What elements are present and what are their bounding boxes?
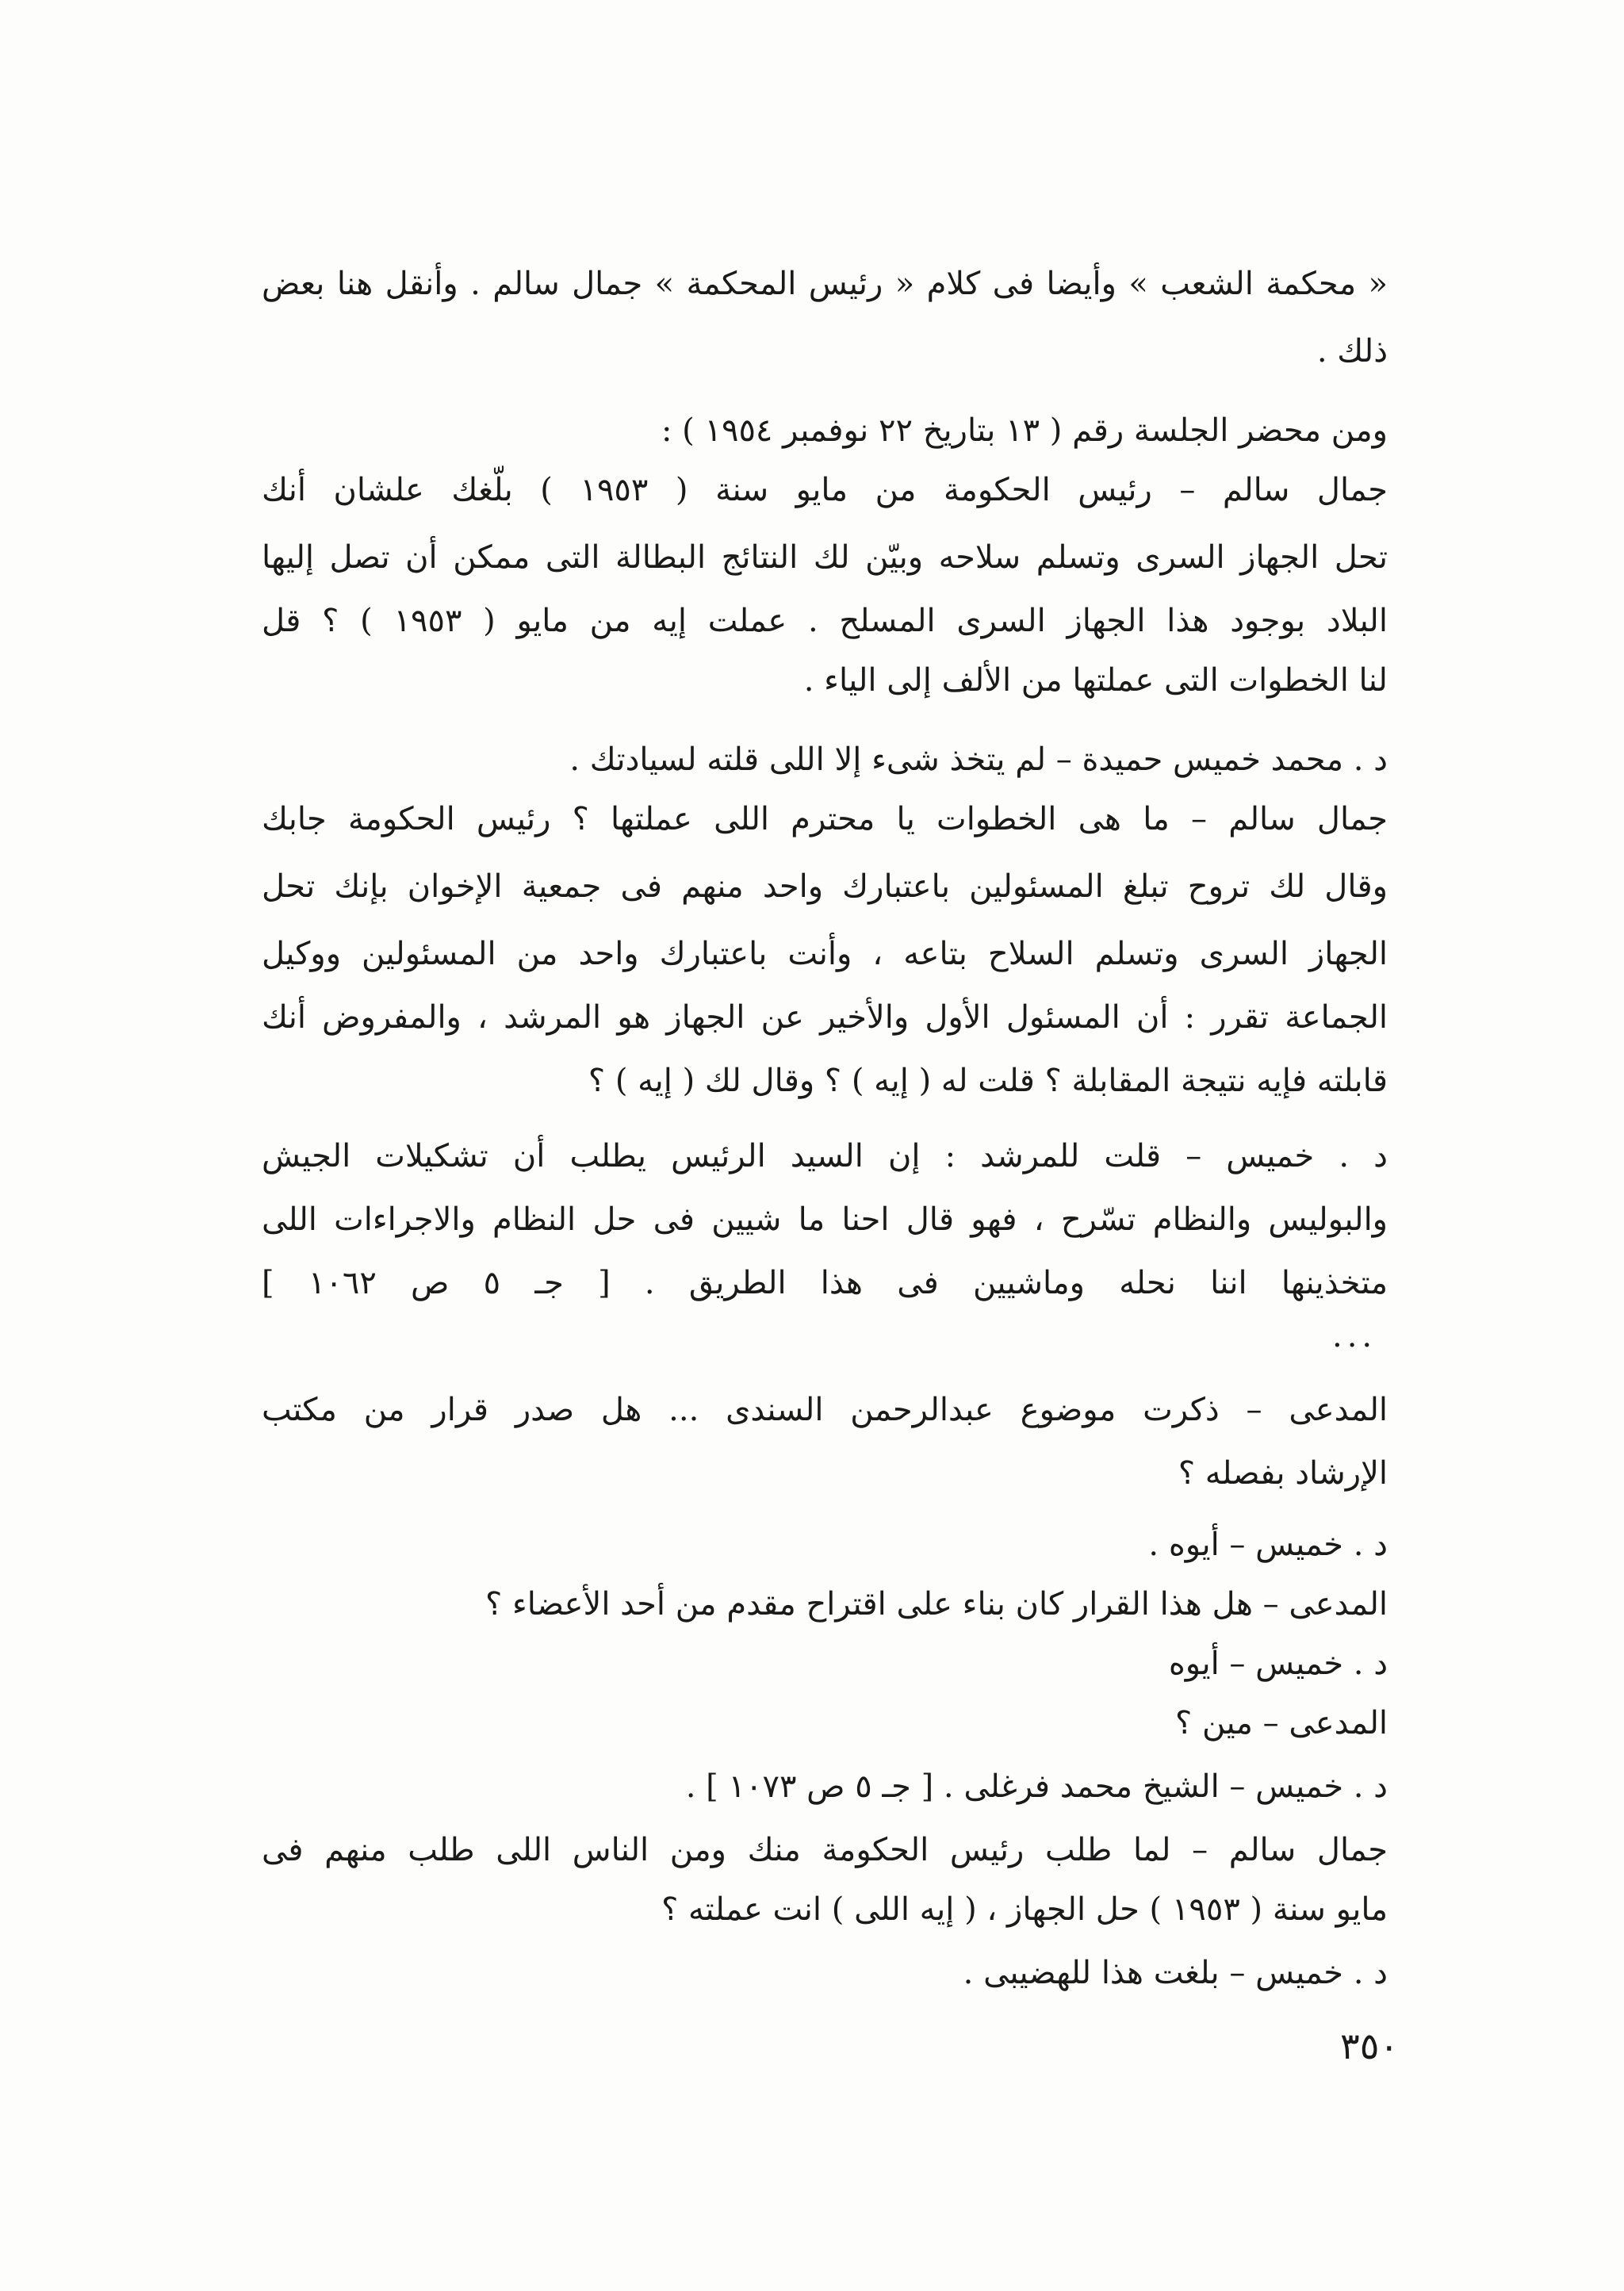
text-line: د . خميس – أيوه .: [1148, 1527, 1388, 1563]
ellipsis-mark: ...: [1332, 1318, 1377, 1354]
text-line: المدعى – هل هذا القرار كان بناء على اقتراح مقدم من أحد الأعضاء ؟: [485, 1586, 1388, 1622]
text-line: تحل الجهاز السرى وتسلم سلاحه وبيّن لك النتائج البطالة التى ممكن أن تصل إليها: [262, 539, 1388, 576]
text-line: « محكمة الشعب » وأيضا فى كلام « رئيس المحكمة » جمال سالم . وأنقل هنا بعض: [262, 266, 1388, 302]
text-line: المدعى – ذكرت موضوع عبدالرحمن السندى ... هل صدر قرار من مكتب: [262, 1392, 1388, 1428]
text-line: البلاد بوجود هذا الجهاز السرى المسلح . عملت إيه من مايو ( ١٩٥٣ ) ؟ قل: [262, 603, 1388, 639]
text-line: الجماعة تقرر : أن المسئول الأول والأخير عن الجهاز هو المرشد ، والمفروض أنك: [262, 999, 1388, 1036]
text-line: الجهاز السرى وتسلم السلاح بتاعه ، وأنت باعتبارك واحد من المسئولين ووكيل: [262, 936, 1388, 972]
text-line: د . خميس – بلغت هذا للهضيبى .: [963, 1955, 1388, 1991]
text-line: جمال سالم – رئيس الحكومة من مايو سنة ( ١٩٥٣ ) بلّغك علشان أنك: [262, 472, 1388, 508]
text-line: د . محمد خميس حميدة – لم يتخذ شىء إلا اللى قلته لسيادتك .: [569, 741, 1388, 778]
text-line: والبوليس والنظام تسّرح ، فهو قال احنا ما شيين فى حل النظام والاجراءات اللى: [262, 1201, 1388, 1238]
text-line: وقال لك تروح تبلغ المسئولين باعتبارك واحد منهم فى جمعية الإخوان بإنك تحل: [262, 868, 1388, 905]
page-number: ٣٥٠: [1340, 2025, 1400, 2067]
text-line: قابلته فإيه نتيجة المقابلة ؟ قلت له ( إيه ) ؟ وقال لك ( إيه ) ؟: [588, 1063, 1388, 1099]
text-line: جمال سالم – لما طلب رئيس الحكومة منك ومن الناس اللى طلب منهم فى: [262, 1832, 1388, 1868]
text-line: د . خميس – الشيخ محمد فرغلى . [ جـ ٥ ص ١٠٧٣ ] .: [685, 1768, 1388, 1805]
text-line: ذلك .: [1316, 333, 1388, 370]
text-line: ومن محضر الجلسة رقم ( ١٣ بتاريخ ٢٢ نوفمبر ١٩٥٤ ) :: [661, 412, 1388, 449]
text-line: متخذينها اننا نحله وماشيين فى هذا الطريق . [ جـ ٥ ص ١٠٦٢ ]: [262, 1265, 1388, 1301]
text-line: المدعى – مين ؟: [1175, 1705, 1388, 1741]
text-line: لنا الخطوات التى عملتها من الألف إلى الياء .: [803, 662, 1388, 699]
text-line: د . خميس – قلت للمرشد : إن السيد الرئيس يطلب أن تشكيلات الجيش: [262, 1138, 1388, 1174]
text-line: مايو سنة ( ١٩٥٣ ) حل الجهاز ، ( إيه اللى ) انت عملته ؟: [661, 1891, 1388, 1928]
text-line: جمال سالم – ما هى الخطوات يا محترم اللى عملتها ؟ رئيس الحكومة جابك: [262, 801, 1388, 837]
text-line: د . خميس – أيوه: [1168, 1645, 1388, 1682]
text-line: الإرشاد بفصله ؟: [1178, 1455, 1388, 1492]
